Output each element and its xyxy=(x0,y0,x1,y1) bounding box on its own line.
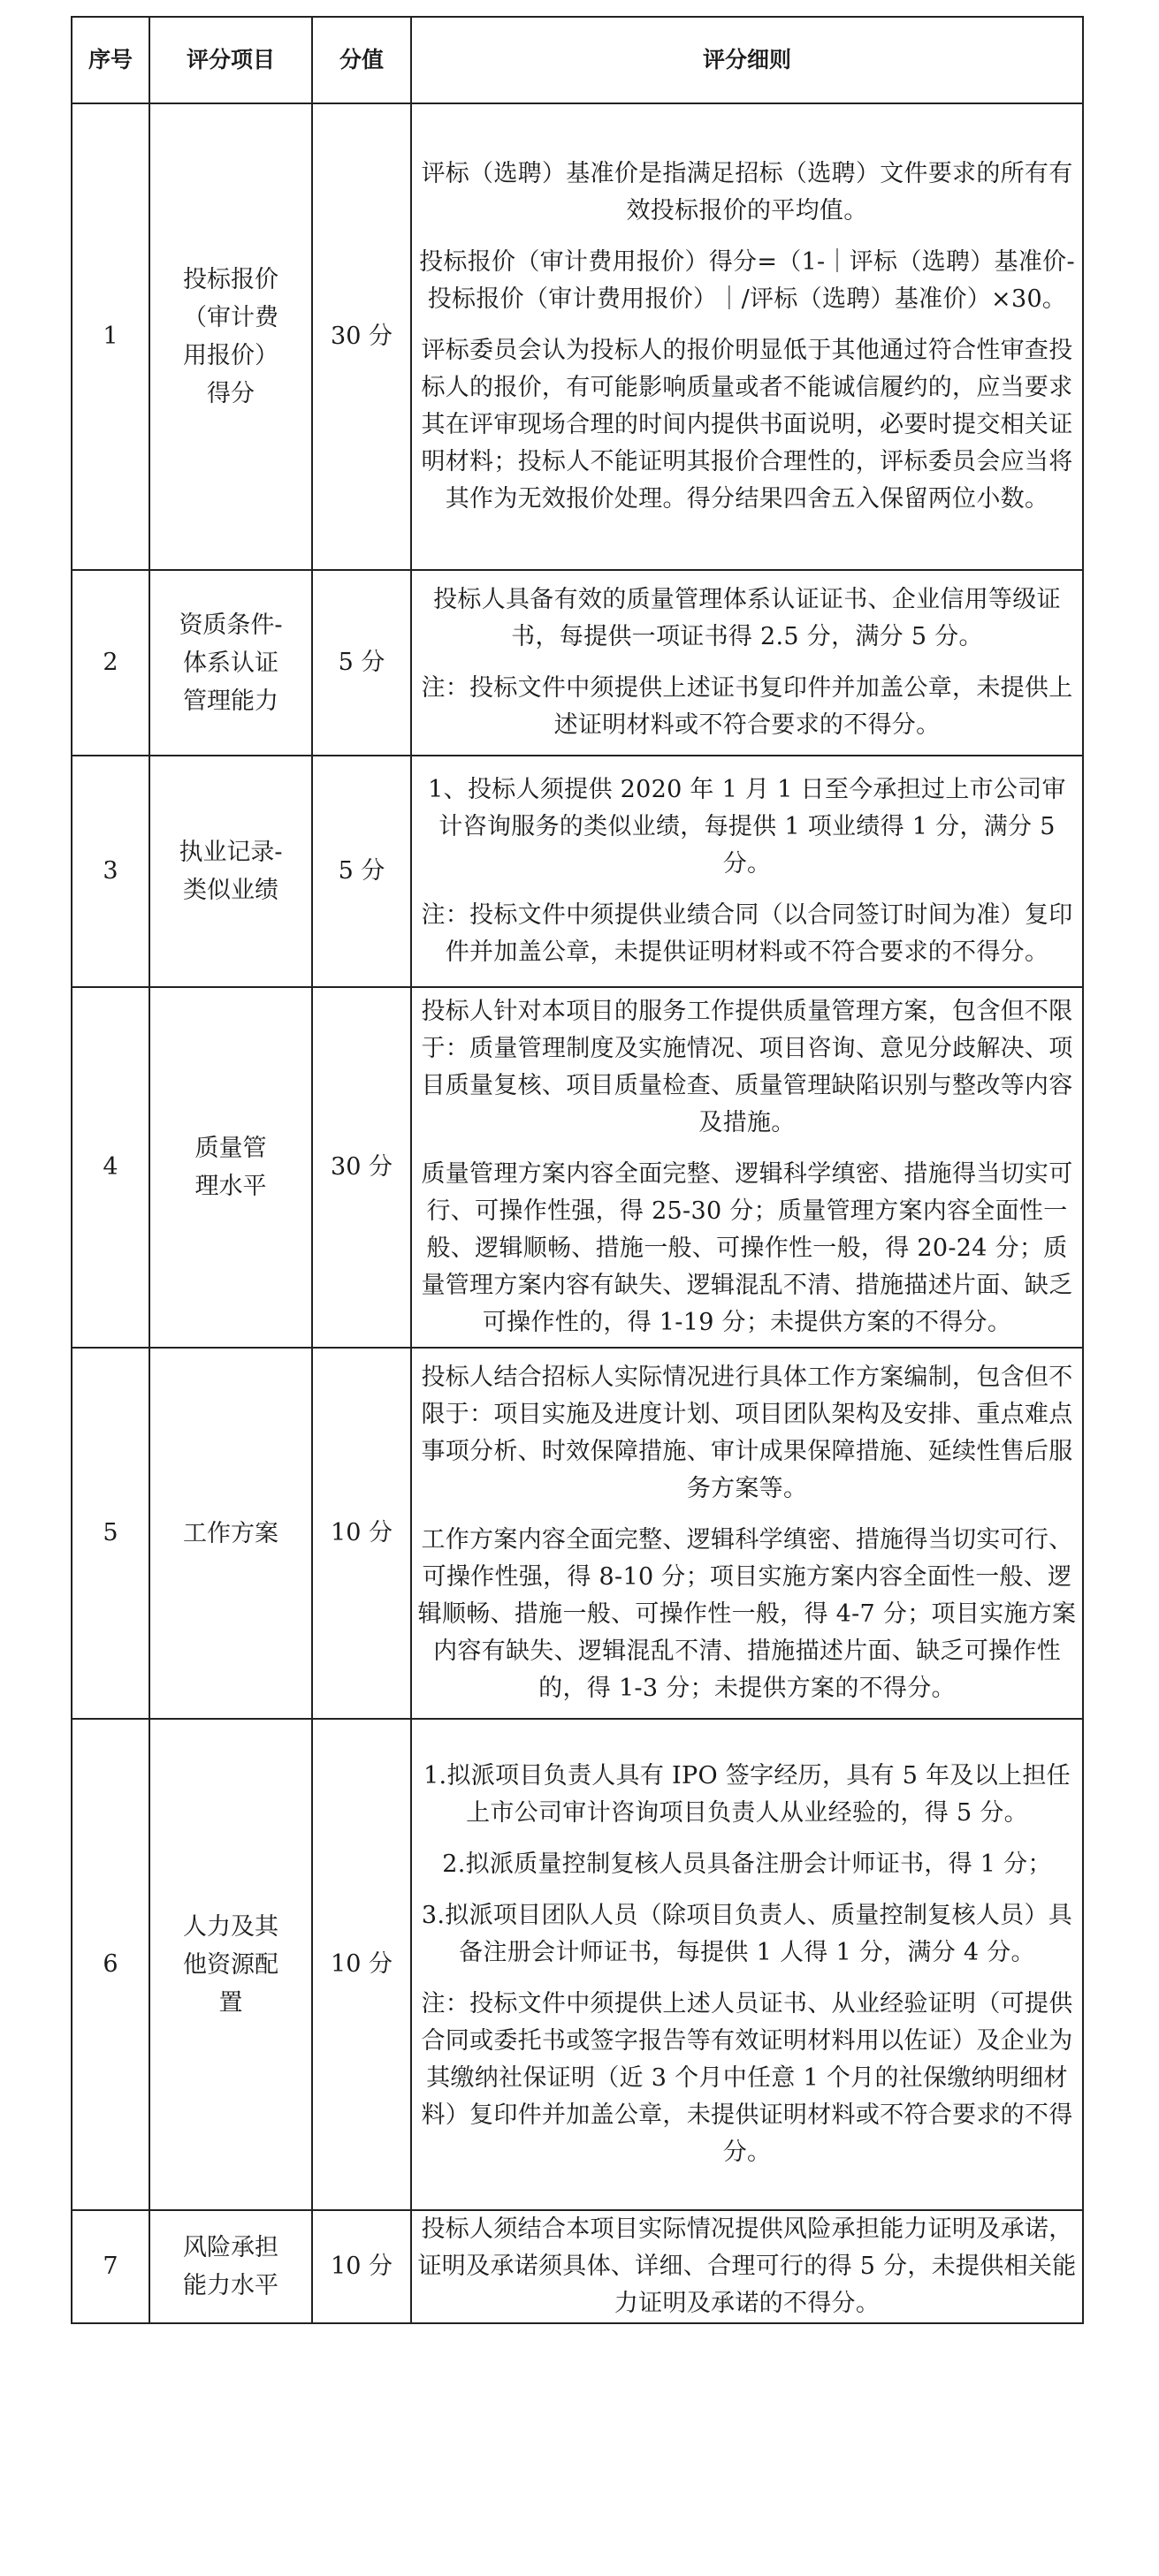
row-score-value: 30 分 xyxy=(312,103,411,570)
row-score-value: 10 分 xyxy=(312,1719,411,2210)
header-scoring-details: 评分细则 xyxy=(411,17,1083,103)
row-scoring-item xyxy=(149,756,312,987)
detail-paragraph: 投标人针对本项目的服务工作提供质量管理方案，包含但不限于：质量管理制度及实施情况、项目咨询、意见分歧解决、项目质量复核、项目质量检查、质量管理缺陷识别与整改等内容及措施。 xyxy=(421,998,1073,1136)
row-score-value: 10 分 xyxy=(312,1348,411,1719)
detail-paragraph: 3.拟派项目团队人员（除项目负责人、质量控制复核人员）具备注册会计师证书，每提供 1 人得 1 分，满分 4 分。 xyxy=(421,1902,1073,1966)
detail-paragraph: 质量管理方案内容全面完整、逻辑科学缜密、措施得当切实可行、可操作性强，得 25-30 分；质量管理方案内容全面性一般、逻辑顺畅、措施一般、可操作性一般，得 20-24 分；质量管理方案内容有缺失、逻辑混乱不清、措施描述片面、缺乏可操作性的，得 1-19 分；未提供方案的不得分。 xyxy=(421,1160,1073,1336)
header-serial-number: 序号 xyxy=(72,17,149,103)
row-scoring-details xyxy=(411,103,1083,570)
row-serial-number: 7 xyxy=(72,2210,149,2323)
header-score-value: 分值 xyxy=(312,17,411,103)
row-score-value: 30 分 xyxy=(312,987,411,1348)
row-scoring-item xyxy=(149,1719,312,2210)
row-score-value: 5 分 xyxy=(312,756,411,987)
row-serial-number: 5 xyxy=(72,1348,149,1719)
table-header-row xyxy=(72,17,1083,103)
detail-paragraph: 评标委员会认为投标人的报价明显低于其他通过符合性审查投标人的报价，有可能影响质量或者不能诚信履约的，应当要求其在评审现场合理的时间内提供书面说明，必要时提交相关证明材料；投标人不能证明其报价合理性的，评标委员会应当将其作为无效报价处理。得分结果四舍五入保留两位小数。 xyxy=(421,337,1073,513)
row-scoring-item-label: 质量管理水平 xyxy=(194,1135,267,1200)
row-scoring-item-label: 执业记录-类似业绩 xyxy=(179,839,283,904)
row-scoring-details xyxy=(411,2210,1083,2323)
row-scoring-details xyxy=(411,756,1083,987)
detail-paragraph: 投标人结合招标人实际情况进行具体工作方案编制，包含但不限于：项目实施及进度计划、项目团队架构及安排、重点难点事项分析、时效保障措施、审计成果保障措施、延续性售后服务方案等。 xyxy=(421,1364,1073,1502)
row-scoring-item-label: 投标报价（审计费用报价）得分 xyxy=(183,266,278,407)
row-scoring-item xyxy=(149,987,312,1348)
row-scoring-details xyxy=(411,1348,1083,1719)
detail-paragraph: 注：投标文件中须提供业绩合同（以合同签订时间为准）复印件并加盖公章，未提供证明材料或不符合要求的不得分。 xyxy=(421,901,1073,966)
detail-paragraph: 投标报价（审计费用报价）得分=（1-｜评标（选聘）基准价-投标报价（审计费用报价）｜/评标（选聘）基准价）×30。 xyxy=(419,248,1075,313)
detail-paragraph: 1.拟派项目负责人具有 IPO 签字经历，具有 5 年及以上担任上市公司审计咨询项目负责人从业经验的，得 5 分。 xyxy=(423,1762,1071,1827)
row-serial-number: 4 xyxy=(72,987,149,1348)
detail-paragraph: 评标（选聘）基准价是指满足招标（选聘）文件要求的所有有效投标报价的平均值。 xyxy=(421,160,1073,224)
header-scoring-item: 评分项目 xyxy=(149,17,312,103)
table-body xyxy=(72,103,1083,2323)
row-scoring-item xyxy=(149,103,312,570)
row-score-value: 10 分 xyxy=(312,2210,411,2323)
row-scoring-item xyxy=(149,570,312,756)
detail-paragraph: 注：投标文件中须提供上述人员证书、从业经验证明（可提供合同或委托书或签字报告等有效证明材料用以佐证）及企业为其缴纳社保证明（近 3 个月中任意 1 个月的社保缴纳明细材料）复印件并加盖公章，未提供证明材料或不符合要求的不得分。 xyxy=(421,1990,1073,2166)
row-scoring-details xyxy=(411,987,1083,1348)
detail-paragraph: 投标人须结合本项目实际情况提供风险承担能力证明及承诺，证明及承诺须具体、详细、合理可行的得 5 分，未提供相关能力证明及承诺的不得分。 xyxy=(417,2215,1077,2317)
detail-paragraph: 投标人具备有效的质量管理体系认证证书、企业信用等级证书，每提供一项证书得 2.5 分，满分 5 分。 xyxy=(433,586,1061,650)
scoring-criteria-table xyxy=(71,16,1084,2324)
row-scoring-item-label: 风险承担能力水平 xyxy=(183,2234,278,2299)
table-row xyxy=(72,2210,1083,2323)
row-serial-number: 2 xyxy=(72,570,149,756)
detail-paragraph: 注：投标文件中须提供上述证书复印件并加盖公章，未提供上述证明材料或不符合要求的不得分。 xyxy=(421,674,1073,739)
table-row xyxy=(72,756,1083,987)
table-row xyxy=(72,987,1083,1348)
row-score-value: 5 分 xyxy=(312,570,411,756)
row-serial-number: 3 xyxy=(72,756,149,987)
table-row xyxy=(72,1348,1083,1719)
table-row xyxy=(72,103,1083,570)
row-serial-number: 1 xyxy=(72,103,149,570)
detail-paragraph: 工作方案内容全面完整、逻辑科学缜密、措施得当切实可行、可操作性强，得 8-10 分；项目实施方案内容全面性一般、逻辑顺畅、措施一般、可操作性一般，得 4-7 分；项目实施方案内容有缺失、逻辑混乱不清、措施描述片面、缺乏可操作性的，得 1-3 分；未提供方案的不得分。 xyxy=(417,1526,1077,1702)
table-row xyxy=(72,1719,1083,2210)
row-scoring-details xyxy=(411,570,1083,756)
detail-paragraph: 2.拟派质量控制复核人员具备注册会计师证书，得 1 分； xyxy=(442,1850,1052,1878)
table-row xyxy=(72,570,1083,756)
row-scoring-item-label: 人力及其他资源配置 xyxy=(183,1912,278,2017)
detail-paragraph: 1、投标人须提供 2020 年 1 月 1 日至今承担过上市公司审计咨询服务的类似业绩，每提供 1 项业绩得 1 分，满分 5 分。 xyxy=(428,776,1066,878)
row-scoring-details xyxy=(411,1719,1083,2210)
row-scoring-item-label: 资质条件-体系认证管理能力 xyxy=(179,611,283,715)
row-serial-number: 6 xyxy=(72,1719,149,2210)
row-scoring-item-label: 工作方案 xyxy=(183,1519,278,1547)
row-scoring-item xyxy=(149,2210,312,2323)
row-scoring-item xyxy=(149,1348,312,1719)
